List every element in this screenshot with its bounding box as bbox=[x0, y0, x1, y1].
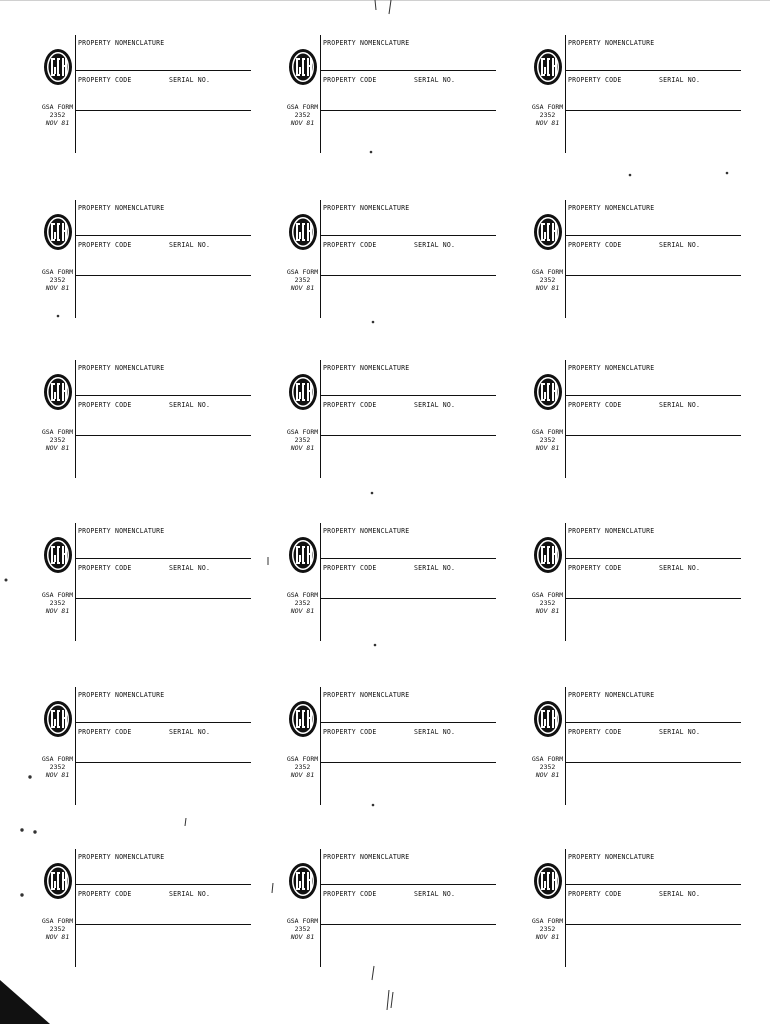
form-id-block bbox=[285, 591, 320, 615]
gsa-logo bbox=[288, 700, 318, 738]
gsa-logo bbox=[288, 862, 318, 900]
form-title: GSA FORM bbox=[286, 428, 319, 436]
gsa-logo bbox=[288, 536, 318, 574]
property-label-r4c2 bbox=[285, 523, 535, 653]
form-title: GSA FORM bbox=[41, 591, 74, 599]
form-id-block bbox=[530, 591, 565, 615]
form-date: NOV 81 bbox=[45, 771, 70, 779]
form-number: 2352 bbox=[49, 276, 66, 284]
code-line bbox=[320, 762, 496, 763]
label-divider-vertical bbox=[320, 849, 321, 967]
property-label-r2c2 bbox=[285, 200, 535, 330]
form-id-block bbox=[285, 428, 320, 452]
form-id-block bbox=[40, 103, 75, 127]
nomenclature-line bbox=[565, 722, 741, 723]
form-id-block bbox=[530, 428, 565, 452]
property-label-r6c1 bbox=[40, 849, 290, 979]
serial-number-label: SERIAL NO. bbox=[659, 400, 701, 410]
nomenclature-label: PROPERTY NOMENCLATURE bbox=[568, 690, 655, 700]
form-title: GSA FORM bbox=[531, 917, 564, 925]
form-title: GSA FORM bbox=[41, 103, 74, 111]
label-divider-vertical bbox=[565, 849, 566, 967]
gsa-logo bbox=[288, 48, 318, 86]
nomenclature-line bbox=[565, 395, 741, 396]
form-number: 2352 bbox=[539, 599, 556, 607]
form-date: NOV 81 bbox=[45, 284, 70, 292]
form-number: 2352 bbox=[539, 925, 556, 933]
property-code-label: PROPERTY CODE bbox=[78, 75, 132, 85]
form-title: GSA FORM bbox=[41, 428, 74, 436]
form-id-block bbox=[285, 755, 320, 779]
nomenclature-line bbox=[320, 558, 496, 559]
serial-number-label: SERIAL NO. bbox=[414, 240, 456, 250]
nomenclature-label: PROPERTY NOMENCLATURE bbox=[78, 38, 165, 48]
form-number: 2352 bbox=[294, 925, 311, 933]
form-date: NOV 81 bbox=[290, 771, 315, 779]
gsa-logo bbox=[533, 373, 563, 411]
property-code-label: PROPERTY CODE bbox=[323, 400, 377, 410]
form-number: 2352 bbox=[294, 763, 311, 771]
serial-number-label: SERIAL NO. bbox=[414, 563, 456, 573]
nomenclature-label: PROPERTY NOMENCLATURE bbox=[568, 526, 655, 536]
form-date: NOV 81 bbox=[535, 933, 560, 941]
serial-number-label: SERIAL NO. bbox=[169, 563, 211, 573]
form-number: 2352 bbox=[539, 111, 556, 119]
serial-number-label: SERIAL NO. bbox=[414, 400, 456, 410]
label-divider-vertical bbox=[75, 200, 76, 318]
property-code-label: PROPERTY CODE bbox=[568, 563, 622, 573]
form-date: NOV 81 bbox=[290, 284, 315, 292]
gsa-logo bbox=[288, 213, 318, 251]
code-line bbox=[75, 598, 251, 599]
nomenclature-label: PROPERTY NOMENCLATURE bbox=[323, 203, 410, 213]
label-divider-vertical bbox=[75, 687, 76, 805]
form-date: NOV 81 bbox=[45, 119, 70, 127]
code-line bbox=[75, 110, 251, 111]
nomenclature-line bbox=[320, 884, 496, 885]
form-id-block bbox=[530, 917, 565, 941]
form-date: NOV 81 bbox=[290, 933, 315, 941]
nomenclature-line bbox=[320, 722, 496, 723]
gsa-logo bbox=[533, 700, 563, 738]
code-line bbox=[320, 435, 496, 436]
code-line bbox=[320, 924, 496, 925]
nomenclature-label: PROPERTY NOMENCLATURE bbox=[323, 38, 410, 48]
nomenclature-label: PROPERTY NOMENCLATURE bbox=[323, 363, 410, 373]
form-id-block bbox=[40, 755, 75, 779]
form-number: 2352 bbox=[539, 436, 556, 444]
form-date: NOV 81 bbox=[535, 284, 560, 292]
form-id-block bbox=[530, 268, 565, 292]
form-number: 2352 bbox=[539, 763, 556, 771]
serial-number-label: SERIAL NO. bbox=[169, 727, 211, 737]
form-date: NOV 81 bbox=[45, 444, 70, 452]
gsa-logo bbox=[43, 373, 73, 411]
serial-number-label: SERIAL NO. bbox=[659, 75, 701, 85]
nomenclature-line bbox=[565, 235, 741, 236]
form-id-block bbox=[530, 755, 565, 779]
property-code-label: PROPERTY CODE bbox=[323, 240, 377, 250]
code-line bbox=[75, 924, 251, 925]
form-number: 2352 bbox=[539, 276, 556, 284]
label-divider-vertical bbox=[565, 360, 566, 478]
nomenclature-label: PROPERTY NOMENCLATURE bbox=[78, 363, 165, 373]
label-divider-vertical bbox=[320, 35, 321, 153]
form-number: 2352 bbox=[49, 436, 66, 444]
form-title: GSA FORM bbox=[531, 103, 564, 111]
nomenclature-line bbox=[75, 884, 251, 885]
property-label-r6c2 bbox=[285, 849, 535, 979]
form-title: GSA FORM bbox=[286, 917, 319, 925]
form-date: NOV 81 bbox=[290, 444, 315, 452]
form-id-block bbox=[40, 428, 75, 452]
nomenclature-label: PROPERTY NOMENCLATURE bbox=[568, 203, 655, 213]
gsa-logo bbox=[533, 536, 563, 574]
form-id-block bbox=[40, 917, 75, 941]
serial-number-label: SERIAL NO. bbox=[169, 889, 211, 899]
serial-number-label: SERIAL NO. bbox=[659, 889, 701, 899]
label-divider-vertical bbox=[320, 200, 321, 318]
serial-number-label: SERIAL NO. bbox=[169, 240, 211, 250]
code-line bbox=[565, 598, 741, 599]
serial-number-label: SERIAL NO. bbox=[659, 563, 701, 573]
gsa-logo bbox=[43, 536, 73, 574]
form-title: GSA FORM bbox=[286, 103, 319, 111]
property-code-label: PROPERTY CODE bbox=[78, 400, 132, 410]
form-date: NOV 81 bbox=[535, 444, 560, 452]
nomenclature-label: PROPERTY NOMENCLATURE bbox=[323, 690, 410, 700]
code-line bbox=[565, 435, 741, 436]
serial-number-label: SERIAL NO. bbox=[169, 400, 211, 410]
scan-top-edge bbox=[0, 0, 770, 1]
form-title: GSA FORM bbox=[41, 755, 74, 763]
code-line bbox=[75, 762, 251, 763]
form-title: GSA FORM bbox=[286, 755, 319, 763]
property-label-r1c2 bbox=[285, 35, 535, 165]
nomenclature-label: PROPERTY NOMENCLATURE bbox=[568, 363, 655, 373]
code-line bbox=[565, 762, 741, 763]
form-date: NOV 81 bbox=[290, 119, 315, 127]
form-id-block bbox=[530, 103, 565, 127]
nomenclature-label: PROPERTY NOMENCLATURE bbox=[78, 852, 165, 862]
property-code-label: PROPERTY CODE bbox=[323, 75, 377, 85]
gsa-logo bbox=[533, 213, 563, 251]
code-line bbox=[320, 598, 496, 599]
form-title: GSA FORM bbox=[41, 917, 74, 925]
property-code-label: PROPERTY CODE bbox=[568, 889, 622, 899]
property-label-r1c1 bbox=[40, 35, 290, 165]
label-divider-vertical bbox=[75, 360, 76, 478]
gsa-logo bbox=[43, 862, 73, 900]
form-id-block bbox=[40, 591, 75, 615]
nomenclature-line bbox=[75, 395, 251, 396]
property-label-r3c3 bbox=[530, 360, 770, 490]
code-line bbox=[320, 275, 496, 276]
form-number: 2352 bbox=[294, 276, 311, 284]
form-number: 2352 bbox=[49, 925, 66, 933]
code-line bbox=[565, 924, 741, 925]
form-title: GSA FORM bbox=[286, 591, 319, 599]
form-title: GSA FORM bbox=[286, 268, 319, 276]
nomenclature-line bbox=[565, 70, 741, 71]
nomenclature-line bbox=[75, 70, 251, 71]
form-title: GSA FORM bbox=[41, 268, 74, 276]
form-id-block bbox=[285, 268, 320, 292]
property-label-r1c3 bbox=[530, 35, 770, 165]
property-label-r5c2 bbox=[285, 687, 535, 817]
property-code-label: PROPERTY CODE bbox=[568, 240, 622, 250]
serial-number-label: SERIAL NO. bbox=[659, 240, 701, 250]
gsa-logo bbox=[288, 373, 318, 411]
nomenclature-label: PROPERTY NOMENCLATURE bbox=[568, 852, 655, 862]
code-line bbox=[75, 435, 251, 436]
code-line bbox=[565, 275, 741, 276]
label-divider-vertical bbox=[565, 35, 566, 153]
code-line bbox=[75, 275, 251, 276]
property-label-r4c3 bbox=[530, 523, 770, 653]
nomenclature-line bbox=[565, 884, 741, 885]
property-code-label: PROPERTY CODE bbox=[568, 400, 622, 410]
form-id-block bbox=[285, 917, 320, 941]
property-label-r3c2 bbox=[285, 360, 535, 490]
gsa-logo bbox=[43, 213, 73, 251]
property-code-label: PROPERTY CODE bbox=[323, 727, 377, 737]
form-date: NOV 81 bbox=[535, 607, 560, 615]
property-label-r4c1 bbox=[40, 523, 290, 653]
nomenclature-label: PROPERTY NOMENCLATURE bbox=[323, 852, 410, 862]
serial-number-label: SERIAL NO. bbox=[659, 727, 701, 737]
form-title: GSA FORM bbox=[531, 755, 564, 763]
nomenclature-label: PROPERTY NOMENCLATURE bbox=[78, 203, 165, 213]
property-code-label: PROPERTY CODE bbox=[323, 563, 377, 573]
property-code-label: PROPERTY CODE bbox=[78, 727, 132, 737]
form-id-block bbox=[40, 268, 75, 292]
label-divider-vertical bbox=[565, 687, 566, 805]
label-divider-vertical bbox=[75, 849, 76, 967]
label-divider-vertical bbox=[320, 687, 321, 805]
form-id-block bbox=[285, 103, 320, 127]
property-label-r3c1 bbox=[40, 360, 290, 490]
serial-number-label: SERIAL NO. bbox=[414, 727, 456, 737]
form-number: 2352 bbox=[49, 763, 66, 771]
nomenclature-label: PROPERTY NOMENCLATURE bbox=[323, 526, 410, 536]
form-date: NOV 81 bbox=[45, 607, 70, 615]
serial-number-label: SERIAL NO. bbox=[414, 889, 456, 899]
serial-number-label: SERIAL NO. bbox=[414, 75, 456, 85]
property-label-r5c3 bbox=[530, 687, 770, 817]
nomenclature-line bbox=[75, 558, 251, 559]
label-divider-vertical bbox=[75, 35, 76, 153]
nomenclature-line bbox=[75, 722, 251, 723]
form-date: NOV 81 bbox=[535, 771, 560, 779]
scan-corner-artifact bbox=[0, 980, 50, 1024]
gsa-logo bbox=[533, 48, 563, 86]
property-code-label: PROPERTY CODE bbox=[323, 889, 377, 899]
nomenclature-label: PROPERTY NOMENCLATURE bbox=[78, 526, 165, 536]
form-date: NOV 81 bbox=[535, 119, 560, 127]
serial-number-label: SERIAL NO. bbox=[169, 75, 211, 85]
form-number: 2352 bbox=[49, 111, 66, 119]
label-divider-vertical bbox=[320, 523, 321, 641]
gsa-logo bbox=[43, 48, 73, 86]
form-title: GSA FORM bbox=[531, 428, 564, 436]
label-divider-vertical bbox=[565, 523, 566, 641]
property-code-label: PROPERTY CODE bbox=[78, 563, 132, 573]
gsa-logo bbox=[43, 700, 73, 738]
label-divider-vertical bbox=[565, 200, 566, 318]
property-code-label: PROPERTY CODE bbox=[568, 75, 622, 85]
gsa-logo bbox=[533, 862, 563, 900]
property-label-r2c1 bbox=[40, 200, 290, 330]
form-title: GSA FORM bbox=[531, 268, 564, 276]
nomenclature-line bbox=[320, 395, 496, 396]
nomenclature-line bbox=[320, 70, 496, 71]
code-line bbox=[320, 110, 496, 111]
nomenclature-label: PROPERTY NOMENCLATURE bbox=[78, 690, 165, 700]
label-divider-vertical bbox=[320, 360, 321, 478]
nomenclature-line bbox=[75, 235, 251, 236]
property-label-r5c1 bbox=[40, 687, 290, 817]
form-number: 2352 bbox=[294, 111, 311, 119]
property-code-label: PROPERTY CODE bbox=[78, 889, 132, 899]
property-label-r2c3 bbox=[530, 200, 770, 330]
property-label-r6c3 bbox=[530, 849, 770, 979]
nomenclature-line bbox=[320, 235, 496, 236]
form-date: NOV 81 bbox=[290, 607, 315, 615]
label-divider-vertical bbox=[75, 523, 76, 641]
nomenclature-line bbox=[565, 558, 741, 559]
property-code-label: PROPERTY CODE bbox=[568, 727, 622, 737]
property-code-label: PROPERTY CODE bbox=[78, 240, 132, 250]
form-number: 2352 bbox=[49, 599, 66, 607]
form-number: 2352 bbox=[294, 436, 311, 444]
form-number: 2352 bbox=[294, 599, 311, 607]
code-line bbox=[565, 110, 741, 111]
form-date: NOV 81 bbox=[45, 933, 70, 941]
form-title: GSA FORM bbox=[531, 591, 564, 599]
nomenclature-label: PROPERTY NOMENCLATURE bbox=[568, 38, 655, 48]
